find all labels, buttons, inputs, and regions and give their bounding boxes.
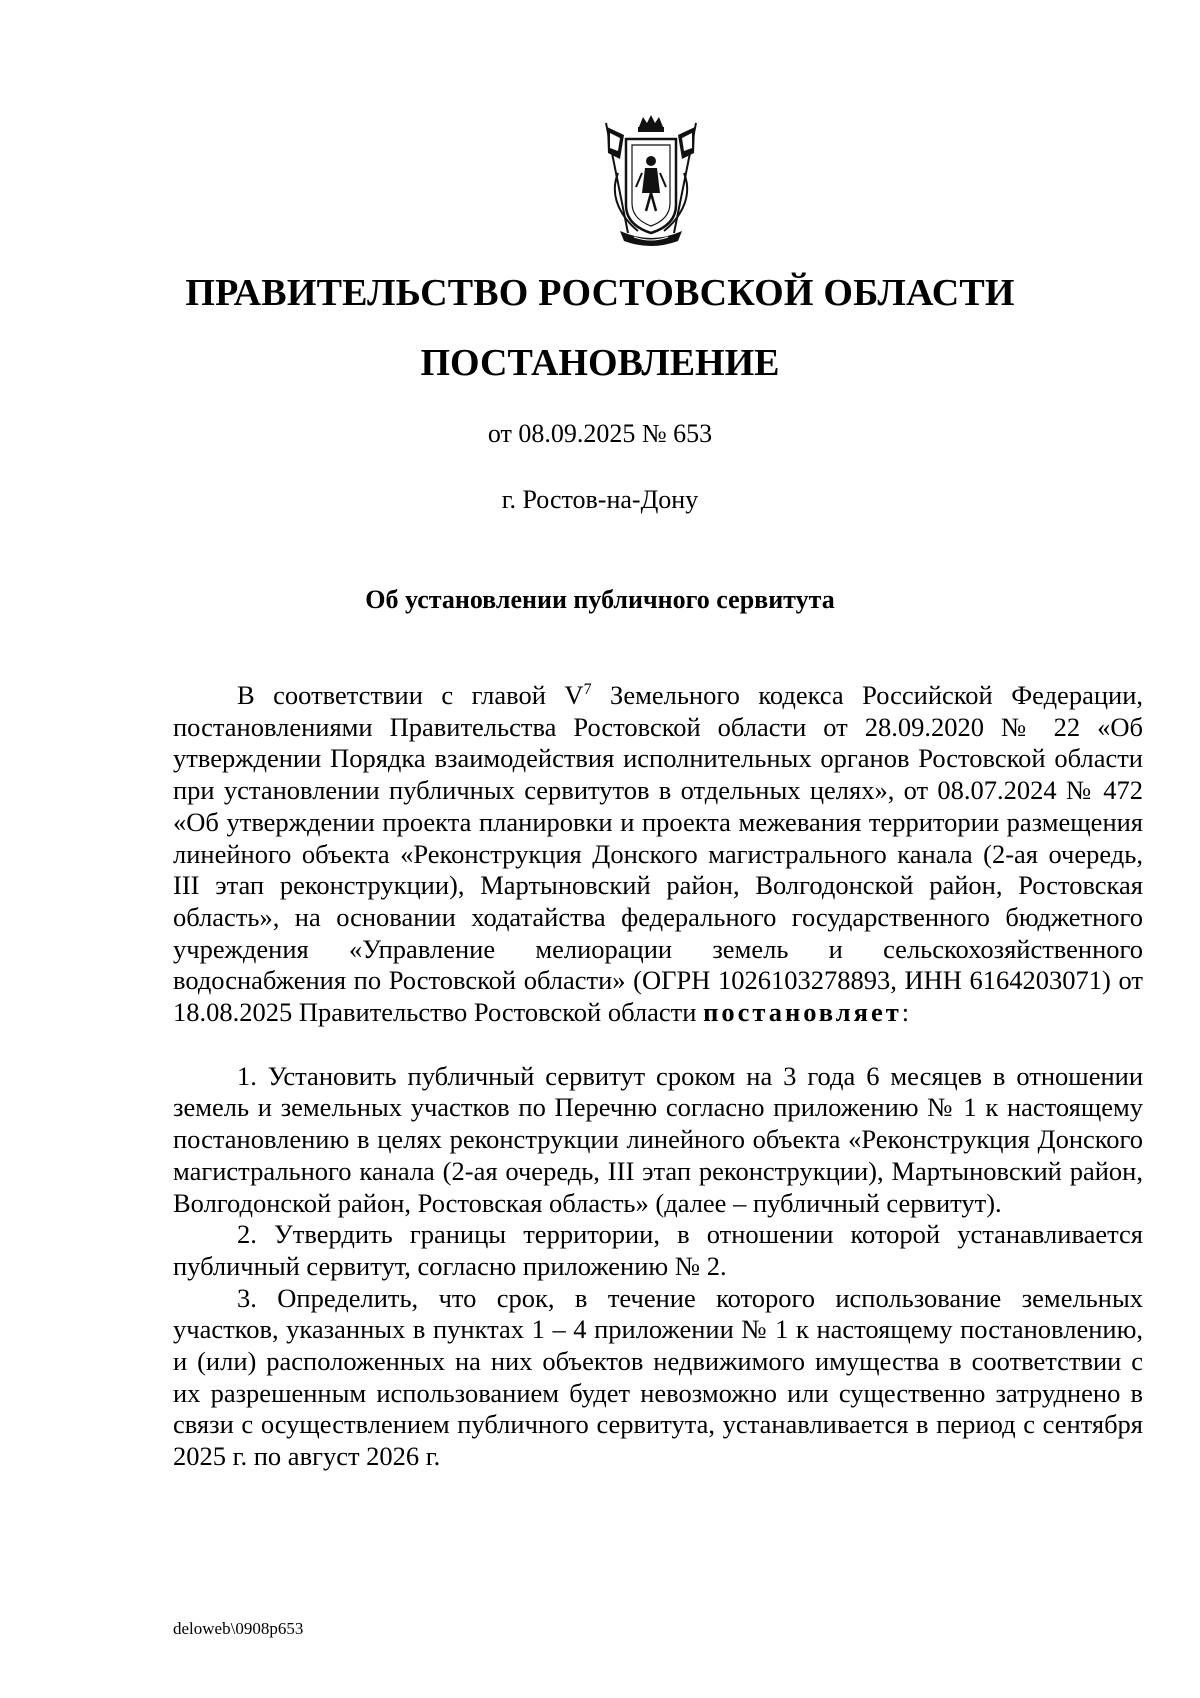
preamble-part2: Земельного кодекса Российской Федерации, постановлениями Правительства Ростовской области от 28.09.2020 № 22 «Об утверждении Порядка взаимодействия исполнительных органов Ростовской области при установлении публичных сервитутов в отдельных целях», от 08.07.2024 № 472 «Об утверждении проекта планировки и проекта межевания территории размещения линейного объекта «Реконструкция Донского магистрального канала (2-ая очередь, III этап реконструкции), Мартыновский район, Волгодонской район, Ростовская область», на основании ходатайства федерального государственного бюджетного учреждения «Управление мелиорации земель и сельскохозяйственного водоснабжения по Ростовской области» (ОГРН 1026103278893, ИНН 6164203071) от 18.08.2025 Правительство Ростовской области (173, 680, 1143, 1028)
document-type: ПОСТАНОВЛЕНИЕ (420, 342, 780, 384)
chapter-superscript: 7 (583, 681, 592, 699)
rostov-oblast-coat-of-arms-icon (598, 113, 704, 251)
file-reference: deloweb\0908p653 (173, 1619, 304, 1638)
document-body (173, 680, 1143, 1473)
preamble-paragraph (173, 680, 1143, 1029)
preamble-colon: : (901, 997, 910, 1028)
clause-1: 1. Установить публичный сервитут сроком на 3 года 6 месяцев в отношении земель и земельных участков по Перечню согласно приложению № 1 к настоящему постановлению в целях реконструкции линейного объекта «Реконструкция Донского магистрального канала (2-ая очередь, III этап реконструкции), Мартыновский район, Волгодонской район, Ростовская область» (далее – публичный сервитут). (173, 1060, 1143, 1218)
document-city: г. Ростов-на-Дону (501, 485, 699, 514)
clause-3: 3. Определить, что срок, в течение которого использование земельных участков, указанных в пунктах 1 – 4 приложении № 1 к настоящему постановлению, и (или) расположенных на них объектов недвижимого имущества в соответствии с их разрешенным использованием будет невозможно или существенно затруднено в связи с осуществлением публичного сервитута, устанавливается в период с сентября 2025 г. по август 2026 г. (173, 1282, 1143, 1472)
clause-2: 2. Утвердить границы территории, в отношении которой устанавливается публичный сервитут, согласно приложению № 2. (173, 1219, 1143, 1281)
document-date-number: от 08.09.2025 № 653 (487, 419, 713, 448)
preamble-part1: В соответствии с главой V (237, 680, 584, 710)
government-title: ПРАВИТЕЛЬСТВО РОСТОВСКОЙ ОБЛАСТИ (185, 272, 1015, 314)
document-subject: Об установлении публичного сервитута (365, 585, 835, 614)
decree-word: постановляет (703, 997, 902, 1028)
